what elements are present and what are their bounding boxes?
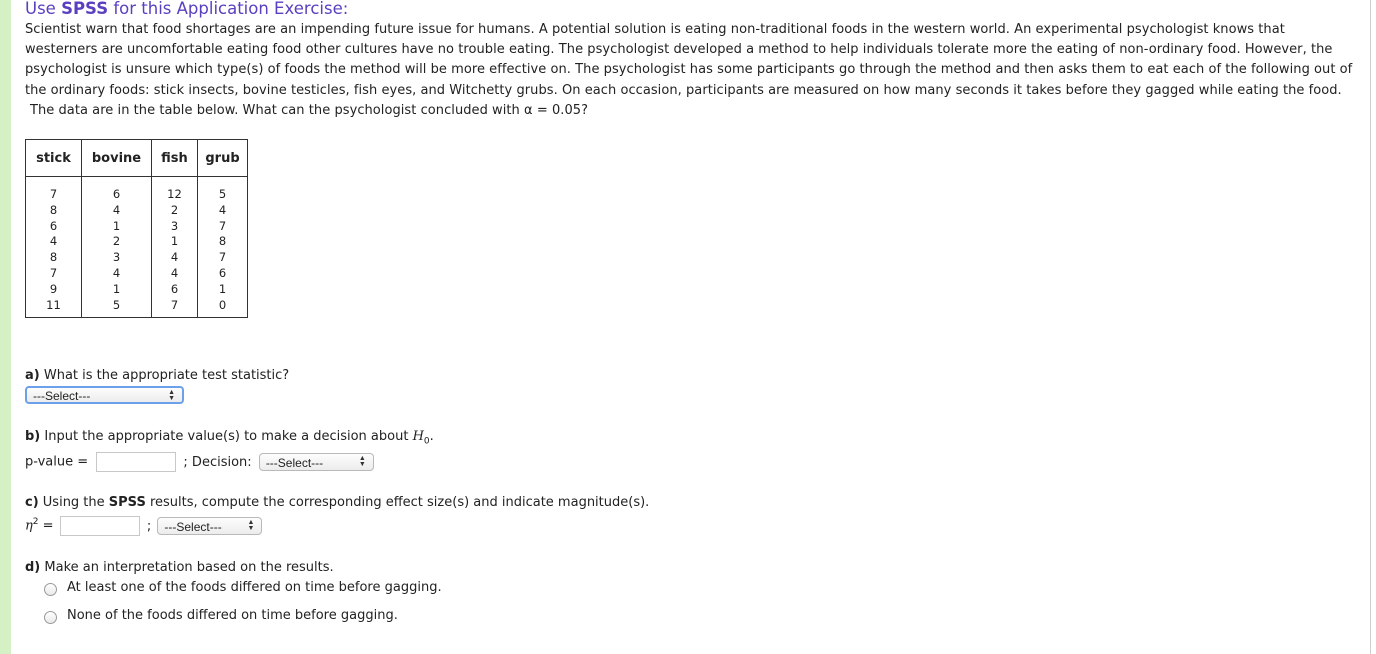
table-header-row	[26, 140, 248, 177]
test-statistic-select-value: ---Select---	[33, 389, 91, 403]
eta-semicolon: ;	[146, 518, 152, 534]
table-row	[26, 177, 248, 203]
question-a-label: a)	[25, 368, 40, 383]
cell-stick: 7	[26, 266, 82, 282]
question-d-text: Make an interpretation based on the results.	[40, 560, 334, 575]
eta-equals: =	[38, 518, 54, 534]
cell-fish: 1	[152, 234, 198, 250]
column-header-bovine: bovine	[82, 140, 152, 177]
right-border-line	[1370, 0, 1371, 654]
select-arrows-icon: ▲ ▼	[168, 389, 175, 402]
question-c-tool: SPSS	[108, 495, 146, 510]
eta-symbol: η	[25, 518, 33, 534]
question-a-answer	[25, 386, 184, 404]
cell-fish: 4	[152, 266, 198, 282]
cell-fish: 3	[152, 219, 198, 235]
select-arrows-icon: ▲ ▼	[247, 519, 255, 532]
h0-period: .	[429, 429, 434, 444]
heading-tool: SPSS	[61, 0, 109, 18]
cell-grub: 8	[198, 234, 248, 250]
question-a	[25, 368, 289, 383]
option-radio-differed[interactable]	[44, 583, 57, 596]
cell-fish: 2	[152, 203, 198, 219]
cell-grub: 6	[198, 266, 248, 282]
cell-bovine: 6	[82, 177, 152, 203]
cell-stick: 6	[26, 219, 82, 235]
cell-bovine: 1	[82, 219, 152, 235]
question-b	[25, 429, 434, 447]
cell-bovine: 3	[82, 250, 152, 266]
cell-stick: 4	[26, 234, 82, 250]
cell-grub: 1	[198, 282, 248, 298]
h0-symbol: H	[412, 429, 424, 444]
heading-suffix: for this Application Exercise:	[108, 0, 349, 18]
cell-grub: 4	[198, 203, 248, 219]
cell-grub: 0	[198, 298, 248, 318]
column-header-grub: grub	[198, 140, 248, 177]
cell-grub: 5	[198, 177, 248, 203]
table-row	[26, 298, 248, 318]
cell-fish: 6	[152, 282, 198, 298]
option-label-none-differed: None of the foods differed on time before gagging.	[67, 608, 398, 623]
intro-line: the ordinary foods: stick insects, bovine testicles, fish eyes, and Witchetty grubs. On each occasion, participants are measured on how many seconds it takes before they gagged while eating the food.	[25, 82, 1342, 98]
table-row	[26, 250, 248, 266]
effect-magnitude-select-value: ---Select---	[164, 520, 222, 534]
data-table	[25, 139, 248, 318]
intro-line: westerners are uncomfortable eating food other cultures have no trouble eating. The psychologist developed a method to help individuals tolerate more the eating of non-ordinary food. However, the	[25, 42, 1333, 58]
cell-bovine: 4	[82, 203, 152, 219]
p-value-input[interactable]	[96, 452, 176, 472]
table-row	[26, 266, 248, 282]
cell-stick: 9	[26, 282, 82, 298]
table-row	[26, 234, 248, 250]
cell-grub: 7	[198, 250, 248, 266]
cell-bovine: 2	[82, 234, 152, 250]
column-header-stick: stick	[26, 140, 82, 177]
cell-bovine: 4	[82, 266, 152, 282]
cell-stick: 8	[26, 250, 82, 266]
question-c-label: c)	[25, 495, 39, 510]
option-radio-none-differed[interactable]	[44, 611, 57, 624]
cell-bovine: 1	[82, 282, 152, 298]
cell-stick: 8	[26, 203, 82, 219]
cell-fish: 7	[152, 298, 198, 318]
question-d	[25, 560, 334, 575]
cell-fish: 4	[152, 250, 198, 266]
cell-fish: 12	[152, 177, 198, 203]
problem-description	[25, 20, 1365, 121]
column-header-fish: fish	[152, 140, 198, 177]
cell-bovine: 5	[82, 298, 152, 318]
heading-prefix: Use	[25, 0, 62, 18]
eta-squared-input[interactable]	[60, 516, 140, 536]
test-statistic-select[interactable]	[25, 386, 184, 404]
decision-label: ; Decision:	[183, 454, 252, 470]
question-b-text: Input the appropriate value(s) to make a decision about	[40, 429, 413, 444]
intro-line: The data are in the table below. What can the psychologist concluded with α = 0.05?	[30, 102, 589, 118]
intro-line: Scientist warn that food shortages are an impending future issue for humans. A potential solution is eating non-traditional foods in the western world. An experimental psychologist knows that	[25, 22, 1285, 37]
question-c-answer	[25, 516, 262, 536]
table-row	[26, 219, 248, 235]
question-c	[25, 495, 649, 510]
question-c-text-pre: Using the	[38, 495, 109, 510]
question-d-label: d)	[25, 560, 41, 575]
option-label-differed: At least one of the foods differed on time before gagging.	[67, 580, 442, 595]
table-row	[26, 203, 248, 219]
intro-line: psychologist is unsure which type(s) of foods the method will be more effective on. The psychologist has some participants go through the method and then asks them to eat each of the following out of	[25, 62, 1353, 78]
cell-grub: 7	[198, 219, 248, 235]
p-value-label: p-value =	[25, 454, 89, 470]
decision-select-value: ---Select---	[265, 456, 324, 470]
question-b-answer	[25, 452, 374, 472]
decision-select[interactable]	[259, 453, 374, 471]
select-arrows-icon: ▲ ▼	[358, 455, 366, 468]
question-c-text-post: results, compute the corresponding effect size(s) and indicate magnitude(s).	[145, 495, 650, 510]
effect-magnitude-select[interactable]	[157, 517, 262, 535]
question-a-text: What is the appropriate test statistic?	[39, 368, 290, 383]
left-accent-bar	[0, 0, 11, 654]
question-b-label: b)	[25, 429, 41, 444]
cell-stick: 7	[26, 177, 82, 203]
table-row	[26, 282, 248, 298]
eta-superscript: 2	[32, 517, 39, 528]
exercise-heading	[25, 0, 348, 18]
cell-stick: 11	[26, 298, 82, 318]
h0-subscript: 0	[423, 436, 430, 447]
